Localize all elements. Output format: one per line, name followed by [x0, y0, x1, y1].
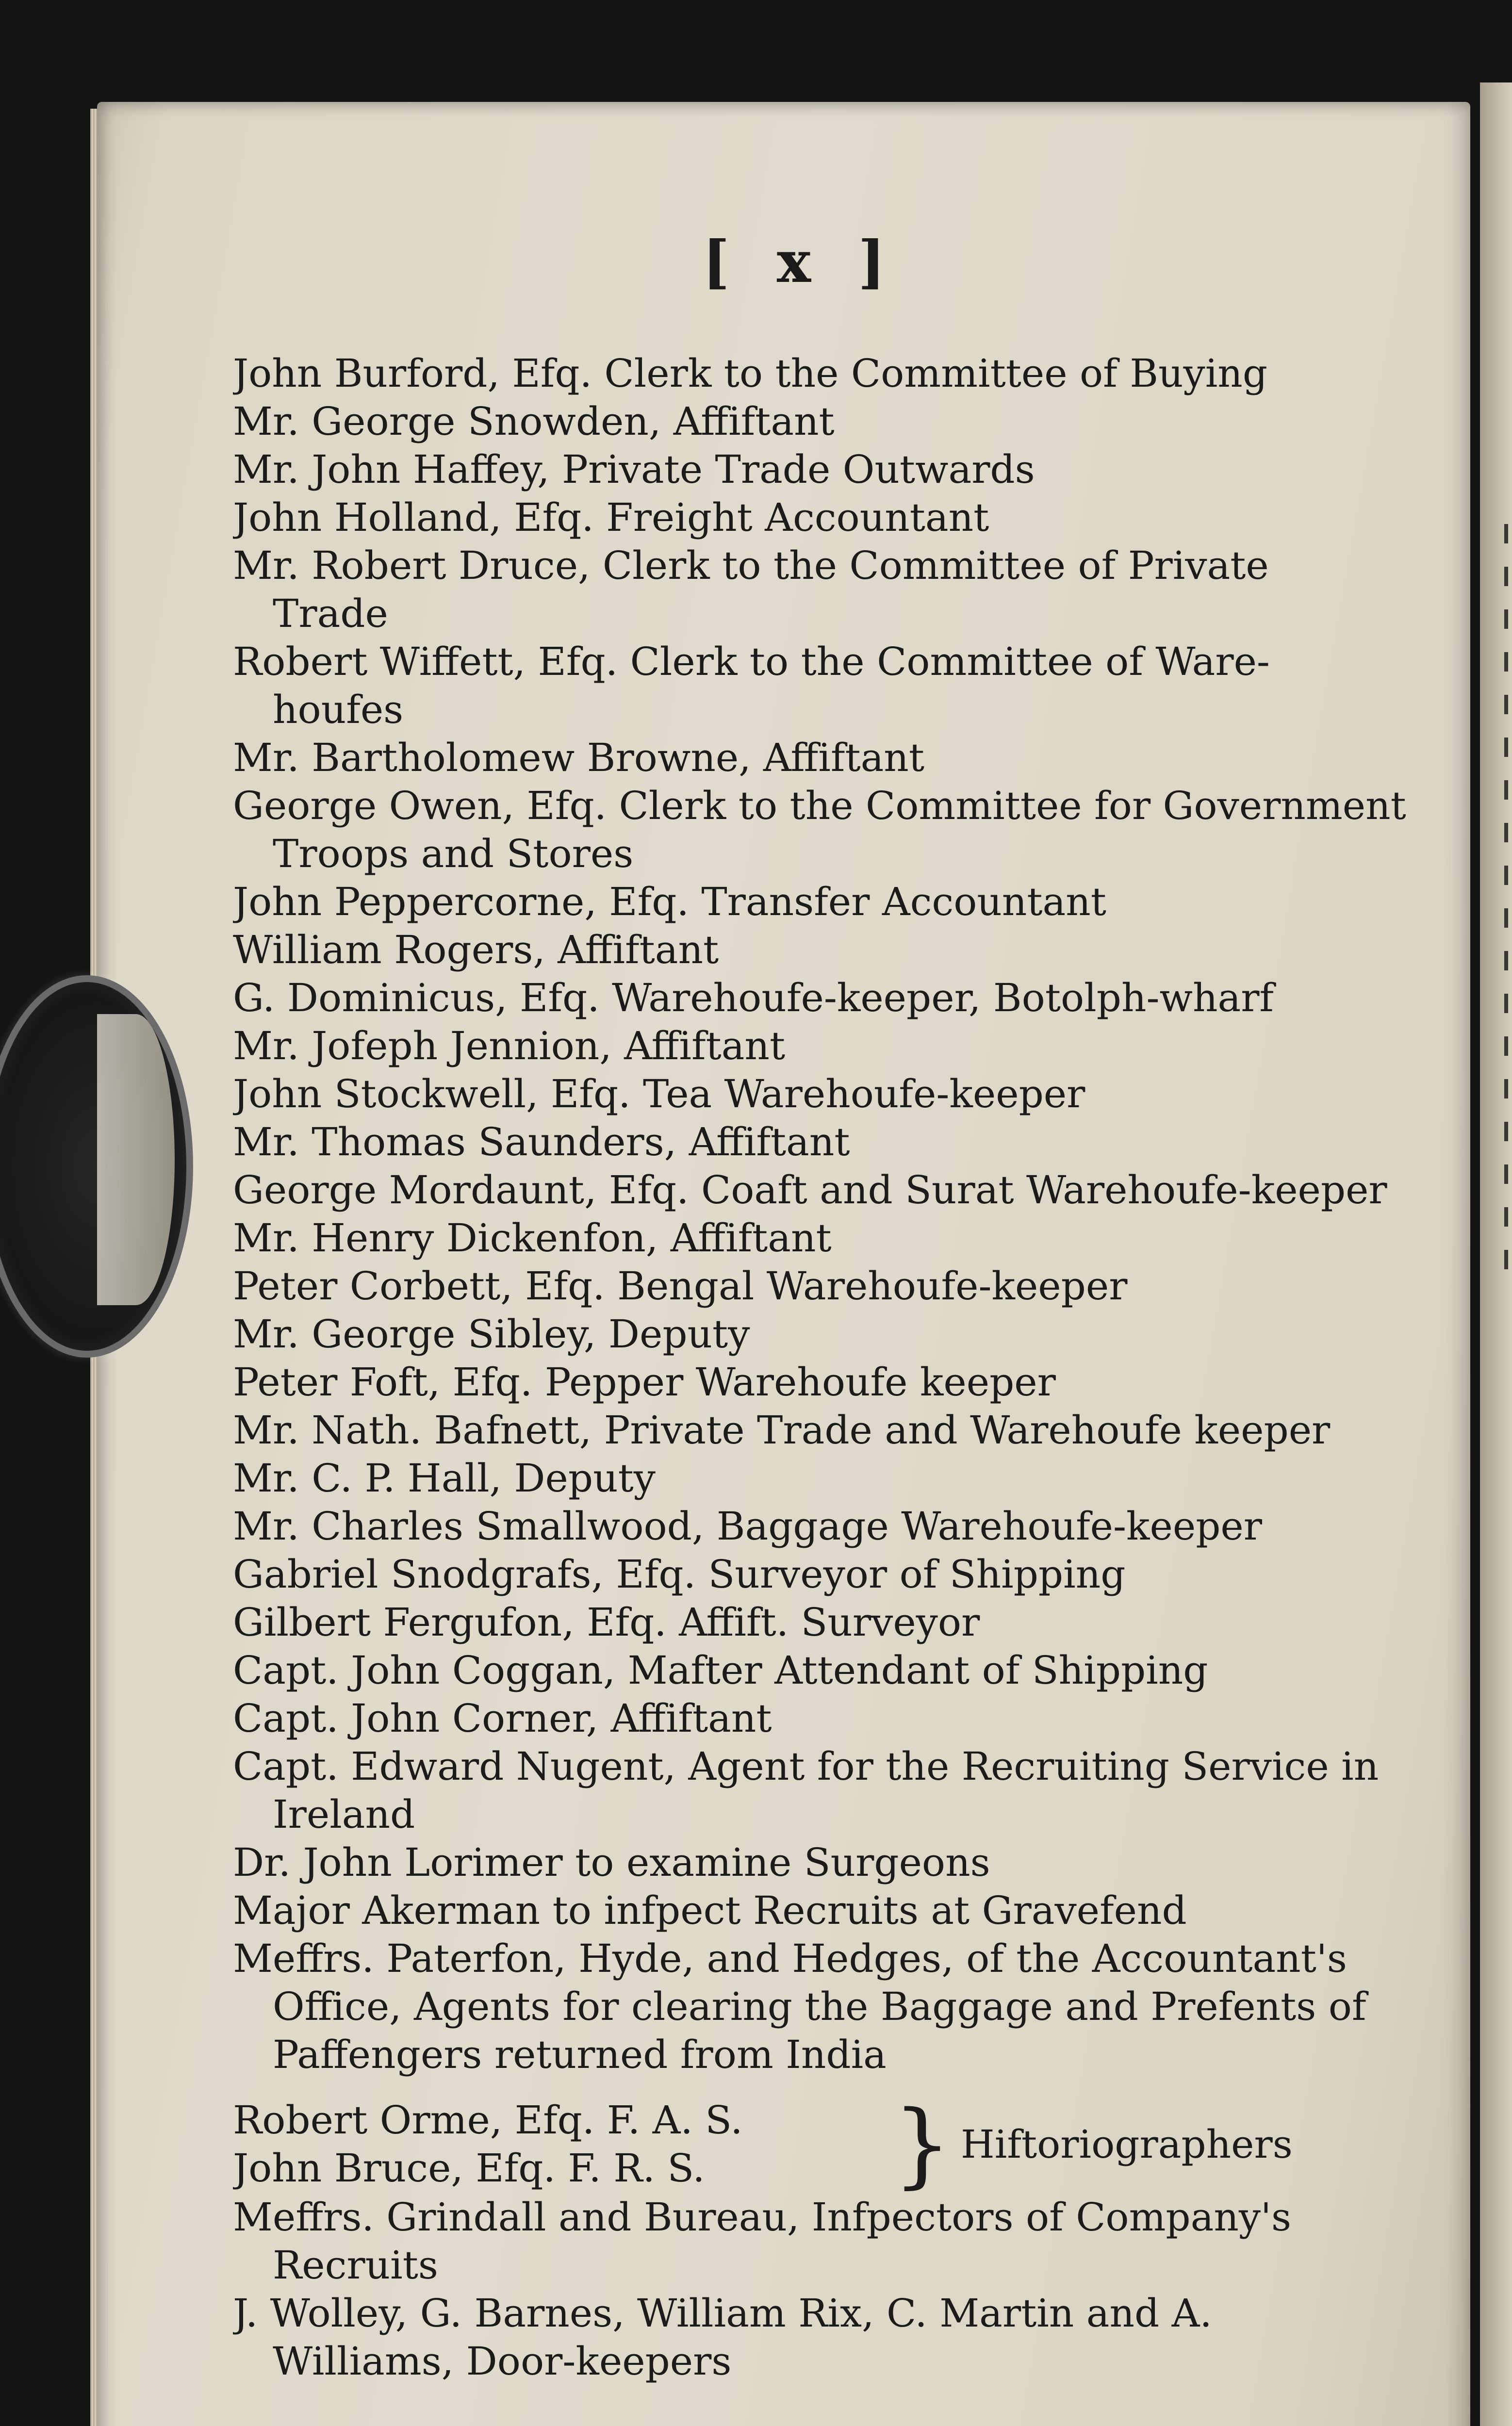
entry-line: John Peppercorne, Efq. Transfer Accountant [233, 879, 1106, 924]
list-entry [233, 1934, 1422, 2079]
entry-continuation-line: Ireland [273, 1792, 415, 1837]
entry-line: Mr. Nath. Bafnett, Private Trade and Warehoufe keeper [233, 1408, 1331, 1453]
list-entry [233, 734, 1422, 782]
entry-continuation-line: Paffengers returned from India [273, 2032, 887, 2077]
officer-list-bottom [233, 2193, 1422, 2385]
entry-line: Gabriel Snodgrafs, Efq. Surveyor of Shipping [233, 1552, 1126, 1597]
entry-line: Meffrs. Paterfon, Hyde, and Hedges, of the Accountant's [233, 1936, 1347, 1981]
entry-line: Mr. Henry Dickenfon, Affiftant [233, 1215, 832, 1261]
entry-line: William Rogers, Affiftant [233, 927, 719, 972]
list-entry [233, 493, 1422, 541]
list-entry [233, 1118, 1422, 1166]
entry-line: Mr. Jofeph Jennion, Affiftant [233, 1023, 786, 1068]
list-entry [233, 349, 1422, 397]
entry-line: Mr. George Snowden, Affiftant [233, 399, 835, 444]
list-entry [233, 541, 1422, 638]
entry-line: G. Dominicus, Efq. Warehoufe-keeper, Botolph-wharf [233, 975, 1274, 1020]
entry-line: Mr. Charles Smallwood, Baggage Warehoufe-keeper [233, 1504, 1263, 1549]
list-entry [233, 1646, 1422, 1694]
historiographers-group [233, 2091, 1422, 2198]
entry-line: Gilbert Fergufon, Efq. Affift. Surveyor [233, 1600, 980, 1645]
entry-line: Meffrs. Grindall and Bureau, Infpectors of Company's [233, 2195, 1292, 2240]
list-entry [233, 1214, 1422, 1262]
entry-line: Mr. George Sibley, Deputy [233, 1311, 750, 1357]
entry-continuation-line: Williams, Door-keepers [273, 2339, 732, 2384]
entry-line: Peter Foft, Efq. Pepper Warehoufe keeper [233, 1360, 1056, 1405]
entry-line: Capt. John Coggan, Mafter Attendant of Shipping [233, 1648, 1208, 1693]
entry-continuation-line: Troops and Stores [273, 831, 634, 876]
entry-line: Capt. John Corner, Affiftant [233, 1696, 772, 1741]
historiographer-name: Robert Orme, Efq. F. A. S. [233, 2098, 743, 2143]
list-entry [233, 1262, 1422, 1310]
list-entry [233, 1502, 1422, 1550]
list-entry [233, 1022, 1422, 1070]
grouping-brace: } [893, 2091, 952, 2198]
entry-line: Major Akerman to infpect Recruits at Gravefend [233, 1888, 1187, 1933]
entry-line: George Mordaunt, Efq. Coaft and Surat Warehoufe-keeper [233, 1167, 1387, 1213]
list-entry [233, 1454, 1422, 1502]
list-entry [233, 638, 1422, 734]
list-entry [233, 2193, 1422, 2289]
list-entry [233, 782, 1422, 878]
list-entry [233, 1694, 1422, 1742]
historiographer-role: Hiftoriographers [961, 2122, 1293, 2167]
next-page-glyph-fragments [1504, 524, 1512, 1293]
list-entry [233, 1406, 1422, 1454]
list-entry [233, 878, 1422, 926]
officer-list-top [233, 349, 1422, 2079]
list-entry [233, 1166, 1422, 1214]
entry-line: John Stockwell, Efq. Tea Warehoufe-keeper [233, 1071, 1085, 1116]
entry-line: Capt. Edward Nugent, Agent for the Recruiting Service in [233, 1744, 1379, 1789]
list-entry [233, 1310, 1422, 1358]
list-entry [233, 1838, 1422, 1886]
list-entry [233, 1358, 1422, 1406]
list-entry [233, 926, 1422, 974]
list-entry [233, 397, 1422, 445]
entry-line: John Holland, Efq. Freight Accountant [233, 495, 989, 540]
list-entry [233, 2289, 1422, 2385]
list-entry [233, 1070, 1422, 1118]
entry-line: J. Wolley, G. Barnes, William Rix, C. Martin and A. [233, 2291, 1212, 2336]
entry-line: John Burford, Efq. Clerk to the Committee of Buying [233, 351, 1268, 396]
list-entry [233, 1550, 1422, 1598]
list-entry [233, 1742, 1422, 1838]
list-entry [233, 445, 1422, 493]
entry-line: George Owen, Efq. Clerk to the Committee for Government [233, 783, 1406, 828]
entry-continuation-line: Recruits [273, 2243, 438, 2288]
list-entry [233, 974, 1422, 1022]
entry-line: Dr. John Lorimer to examine Surgeons [233, 1840, 990, 1885]
historiographer-names [233, 2096, 743, 2192]
entry-continuation-line: Trade [273, 591, 388, 636]
entry-line: Robert Wiffett, Efq. Clerk to the Committee of Ware- [233, 639, 1270, 684]
entry-continuation-line: Office, Agents for clearing the Baggage and Prefents of [273, 1984, 1366, 2029]
entry-line: Mr. Bartholomew Browne, Affiftant [233, 735, 924, 780]
list-entry [233, 1886, 1422, 1934]
entry-continuation-line: houfes [273, 687, 404, 732]
entry-line: Mr. Thomas Saunders, Affiftant [233, 1119, 850, 1164]
entry-line: Peter Corbett, Efq. Bengal Warehoufe-keeper [233, 1263, 1128, 1309]
page-folio: [ x ] [702, 228, 899, 295]
loupe-magnified-edge [97, 1014, 175, 1305]
entry-line: Mr. John Haffey, Private Trade Outwards [233, 447, 1035, 492]
list-entry [233, 1598, 1422, 1646]
historiographer-name: John Bruce, Efq. F. R. S. [233, 2146, 705, 2191]
entry-line: Mr. Robert Druce, Clerk to the Committee of Private [233, 543, 1269, 588]
entry-line: Mr. C. P. Hall, Deputy [233, 1456, 656, 1501]
